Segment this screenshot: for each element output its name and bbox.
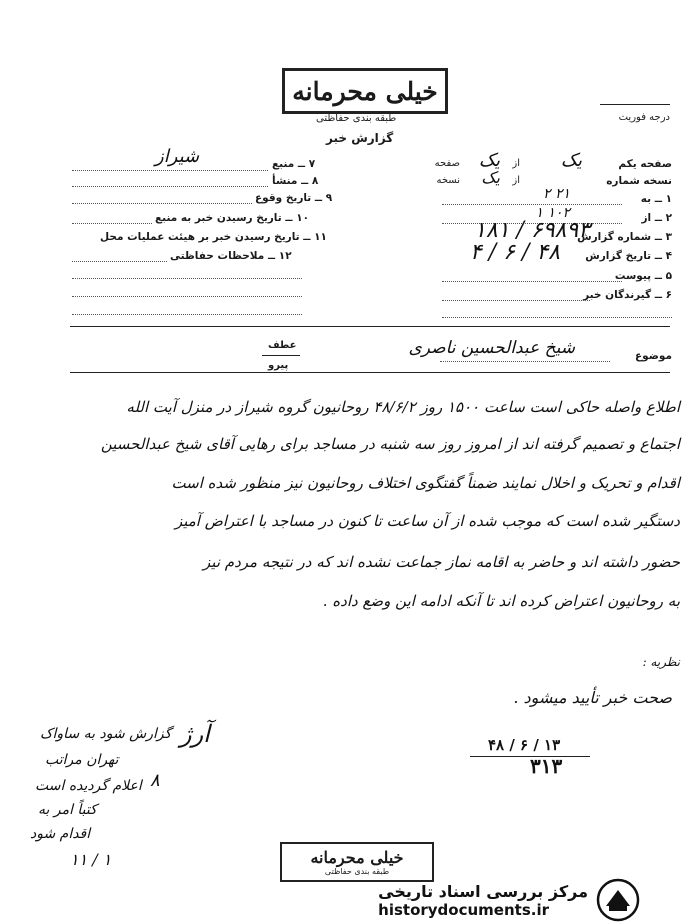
margin-note: اعلام گردیده است	[35, 778, 142, 794]
attachment-label: ۵ ــ پیوست	[614, 270, 672, 282]
copy-label: نسخه شماره	[606, 175, 672, 187]
body-line: اقدام و تحریک و اخلال نمایند ضمناً گفتگوی اختلاف روحانیون نیز منظور شده است	[171, 474, 680, 492]
margin-note: اقدام شود	[30, 826, 91, 842]
remarks-label: نظریه :	[642, 655, 680, 669]
classification-label: طبقه بندی حفاظتی	[316, 113, 397, 124]
margin-note: گزارش شود به ساواک	[40, 726, 172, 742]
page-label: صفحه یکم	[618, 158, 672, 170]
watermark	[378, 878, 640, 922]
body-line: حضور داشته اند و حاضر به اقامه نماز جماعت نشده اند که در نتیجه مردم نیز	[203, 553, 680, 571]
source-label: ۷ ــ منبع	[272, 158, 316, 170]
body-line: اجتماع و تصمیم گرفته اند از امروز روز سه شنبه در مساجد برای رهایی آقای شیخ عبدالحسین	[100, 435, 680, 453]
security-notes-label: ۱۲ ــ ملاحظات حفاظتی	[170, 250, 292, 262]
archive-logo-icon	[596, 878, 640, 922]
report-date-label: ۴ ــ تاریخ گزارش	[585, 250, 672, 262]
body-line: اطلاع واصله حاکی است ساعت ۱۵۰۰ روز ۴۸/۶/۲ روحانیون گروه شیراز در منزل آیت الله	[126, 398, 680, 416]
watermark-text: مرکز بررسی اسناد تاریخی	[378, 881, 588, 901]
peyro-label: پیرو	[268, 360, 289, 371]
margin-note: کتباً امر به	[38, 802, 97, 818]
atf-label: عطف	[268, 340, 297, 351]
source-value: شیراز	[155, 146, 200, 167]
margin-note: تهران مراتب	[45, 752, 119, 768]
margin-signature: آرژ	[180, 720, 210, 748]
watermark-url[interactable]: historydocuments.ir	[378, 900, 549, 919]
footer-sign: ۱۱ / ۱	[70, 850, 112, 869]
stamp-number-date: ۴۸ / ۶ / ۱۳	[488, 736, 561, 754]
body-line: به روحانیون اعتراض کرده اند تا آنکه ادامه این وضع داده .	[322, 592, 680, 610]
body-line: دستگیر شده است که موجب شده از آن ساعت تا کنون در مساجد با اعتراض آمیز	[174, 512, 680, 530]
priority-label: درجه فوریت	[618, 112, 670, 123]
form-title: گزارش خبر	[326, 131, 394, 145]
subject-label: موضوع	[635, 350, 672, 362]
event-date-label: ۹ ــ تاریخ وقوع	[255, 192, 333, 204]
recipients-label: ۶ ــ گیرندگان خبر	[583, 289, 672, 301]
subject-value: شیخ عبدالحسین ناصری	[408, 338, 575, 358]
classification-stamp	[282, 68, 448, 114]
ops-date-label: ۱۱ ــ تاریخ رسیدن خبر بر هیئت عملیات محل	[100, 231, 327, 243]
stamp-number: ۳۱۳	[530, 754, 563, 778]
from-label: ۲ ــ از	[641, 212, 672, 224]
receipt-date-label: ۱۰ ــ تاریخ رسیدن خبر به منبع	[155, 212, 310, 224]
bottom-classification-stamp: خیلی محرمانه طبقه بندی حفاظتی	[280, 842, 434, 882]
remarks-text: صحت خبر تأیید میشود .	[513, 688, 672, 707]
margin-initial: ۸	[150, 770, 160, 791]
origin-label: ۸ ــ منشأ	[272, 175, 319, 187]
to-label: ۱ ــ به	[640, 193, 672, 205]
report-number-label: ۳ ــ شماره گزارش	[577, 231, 672, 243]
stamp-title: خیلی محرمانه	[292, 76, 438, 106]
